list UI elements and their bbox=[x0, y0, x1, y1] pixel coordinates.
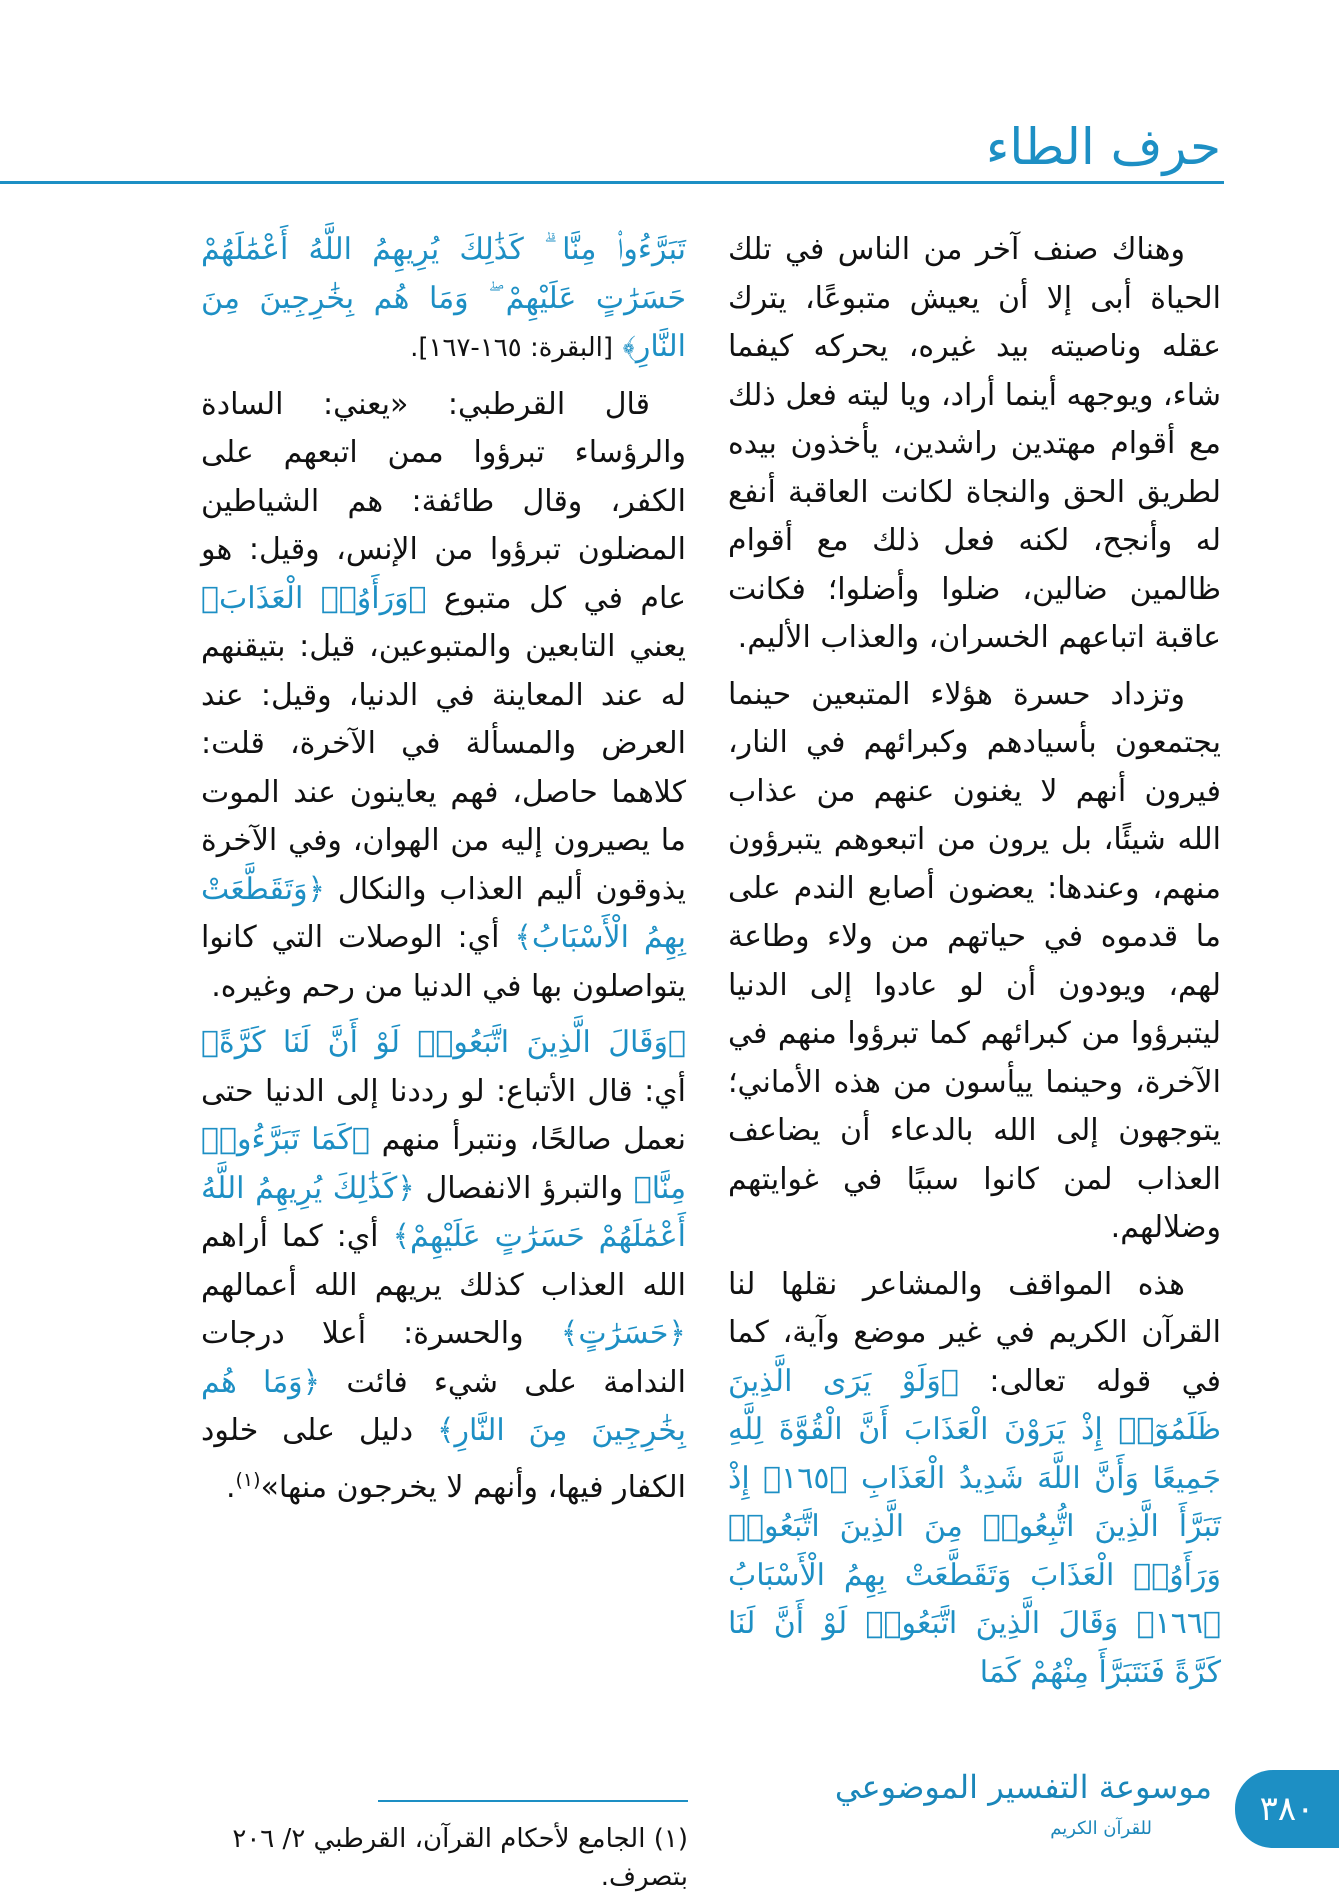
logo-subtitle: للقرآن الكريم bbox=[1050, 1818, 1152, 1839]
page-number: ٣٨٠ bbox=[1235, 1770, 1339, 1848]
paragraph-text: . bbox=[225, 1469, 236, 1505]
footnote-number: (١) bbox=[653, 1824, 688, 1854]
chapter-title: حرف الطاء bbox=[985, 118, 1221, 176]
paragraph bbox=[201, 226, 686, 373]
paragraph-text: دليل على خلود الكفار فيها، وأنهم لا يخرجون منها» bbox=[201, 1413, 686, 1505]
paragraph-text: والحسرة: أعلا درجات الندامة على شيء فائت bbox=[201, 1316, 686, 1400]
right-column bbox=[728, 226, 1221, 1705]
paragraph-text: أي: كما أراهم الله العذاب كذلك يريهم الله أعمالهم bbox=[201, 1219, 686, 1303]
paragraph: وهناك صنف آخر من الناس في تلك الحياة أبى إلا أن يعيش متبوعًا، يترك عقله وناصيته بيد غيره، يحركه كيفما شاء، ويوجهه أينما أراد، ويا ليته فعل ذلك مع أقوام مهتدين راشدين، يأخذون بيده لطريق الحق والنجاة لكانت العاقبة أنفع له وأنجح، لكنه فعل ذلك مع أقوام ظالمين ضالين، ضلوا وأضلوا؛ فكانت عاقبة اتباعهم الخسران، والعذاب الأليم. bbox=[728, 232, 1221, 655]
series-logo bbox=[834, 1762, 1212, 1858]
footnote-marker[interactable]: (١) bbox=[235, 1468, 261, 1491]
paragraph-text: أي: قال الأتباع: لو رددنا إلى الدنيا حتى نعمل صالحًا، ونتبرأ منهم bbox=[201, 1073, 686, 1157]
verse-reference: [البقرة: ١٦٥-١٦٧]. bbox=[410, 333, 613, 363]
paragraph-text: أي: الوصلات التي كانوا يتواصلون بها في الدنيا من رحم وغيره. bbox=[201, 920, 686, 1004]
quran-verse: ﴿وَتَقَطَّعَتْ بِهِمُ الْأَسْبَابُ﴾ bbox=[201, 871, 687, 955]
header-rule bbox=[0, 181, 1224, 184]
paragraph bbox=[201, 381, 686, 1012]
quran-verse: ﴿حَسَرَٰتٍ﴾ bbox=[560, 1316, 686, 1351]
quran-verse: ﴿وَقَالَ الَّذِينَ اتَّبَعُوا۟ لَوْ أَنَّ لَنَا كَرَّةً﴾ bbox=[201, 1025, 686, 1060]
quran-verse: ﴿وَرَأَوُا۟ الْعَذَابَ﴾ bbox=[201, 580, 427, 616]
paragraph-text: يعني التابعين والمتبوعين، قيل: بتيقنهم له عند المعاينة في الدنيا، وقيل: عند العرض والمسألة في الآخرة، قلت: كلاهما حاصل، فهم يعاينون عند الموت ما يصيرون إليه من الهوان، وفي الآخرة يذوقون أليم العذاب والنكال bbox=[201, 629, 686, 907]
quran-verse: ﴿وَلَوْ يَرَى الَّذِينَ ظَلَمُوٓا۟ إِذْ يَرَوْنَ الْعَذَابَ أَنَّ الْقُوَّةَ لِلَّهِ جَمِيعًا وَأَنَّ اللَّهَ شَدِيدُ الْعَذَابِ ﴿١٦٥﴾ إِذْ تَبَرَّأَ الَّذِينَ اتُّبِعُوا۟ مِنَ الَّذِينَ اتَّبَعُوا۟ وَرَأَوُا۟ الْعَذَابَ وَتَقَطَّعَتْ بِهِمُ الْأَسْبَابُ ﴿١٦٦﴾ وَقَالَ الَّذِينَ اتَّبَعُوا۟ لَوْ أَنَّ لَنَا كَرَّةً فَنَتَبَرَّأَ مِنْهُمْ كَمَا bbox=[728, 1363, 1221, 1690]
quran-verse: تَبَرَّءُوا۟ مِنَّا ۗ كَذَٰلِكَ يُرِيهِمُ اللَّهُ أَعْمَٰلَهُمْ حَسَرَٰتٍ عَلَيْهِمْ ۖ وَمَا هُم بِخَٰرِجِينَ مِنَ النَّارِ﴾ bbox=[201, 232, 686, 364]
quran-verse: ﴿كَمَا تَبَرَّءُوا۟ مِنَّا﴾ bbox=[201, 1122, 687, 1206]
quran-verse: ﴿كَذَٰلِكَ يُرِيهِمُ اللَّهُ أَعْمَٰلَهُمْ حَسَرَٰتٍ عَلَيْهِمْ﴾ bbox=[201, 1170, 686, 1254]
paragraph-text: والتبرؤ الانفصال bbox=[414, 1170, 634, 1206]
paragraph-text: هذه المواقف والمشاعر نقلها لنا القرآن الكريم في غير موضع وآية، كما في قوله تعالى: bbox=[728, 1266, 1221, 1399]
paragraph: وتزداد حسرة هؤلاء المتبعين حينما يجتمعون بأسيادهم وكبرائهم في النار، فيرون أنهم لا يغنون عنهم من عذاب الله شيئًا، بل يرون من اتبعوهم يتبرؤون منهم، وعندها: يعضون أصابع الندم على ما قدموه في حياتهم من ولاء وطاعة لهم، ويودون أن لو عادوا إلى الدنيا ليتبرؤوا من كبرائهم كما تبرؤوا منهم في الآخرة، وحينما ييأسون من هذه الأماني؛ يتوجهون إلى الله بالدعاء أن يضاعف العذاب لمن كانوا سببًا في غوايتهم وضلالهم. bbox=[728, 676, 1221, 1245]
footnote bbox=[198, 1820, 688, 1896]
paragraph bbox=[728, 1261, 1221, 1698]
footnote-rule bbox=[378, 1800, 688, 1802]
logo-title: موسوعة التفسير الموضوعي bbox=[834, 1768, 1212, 1806]
paragraph bbox=[201, 1019, 686, 1512]
left-column bbox=[201, 226, 686, 1520]
quran-verse: ﴿وَمَا هُم بِخَٰرِجِينَ مِنَ النَّارِ﴾ bbox=[201, 1364, 686, 1448]
footnote-text: الجامع لأحكام القرآن، القرطبي ٢/ ٢٠٦ بتصرف. bbox=[232, 1824, 688, 1892]
paragraph-text: قال القرطبي: «يعني: السادة والرؤساء تبرؤوا ممن اتبعهم على الكفر، وقال طائفة: هم الشياطين المضلون تبرؤوا من الإنس، وقيل: هو عام في كل متبوع bbox=[201, 386, 686, 616]
